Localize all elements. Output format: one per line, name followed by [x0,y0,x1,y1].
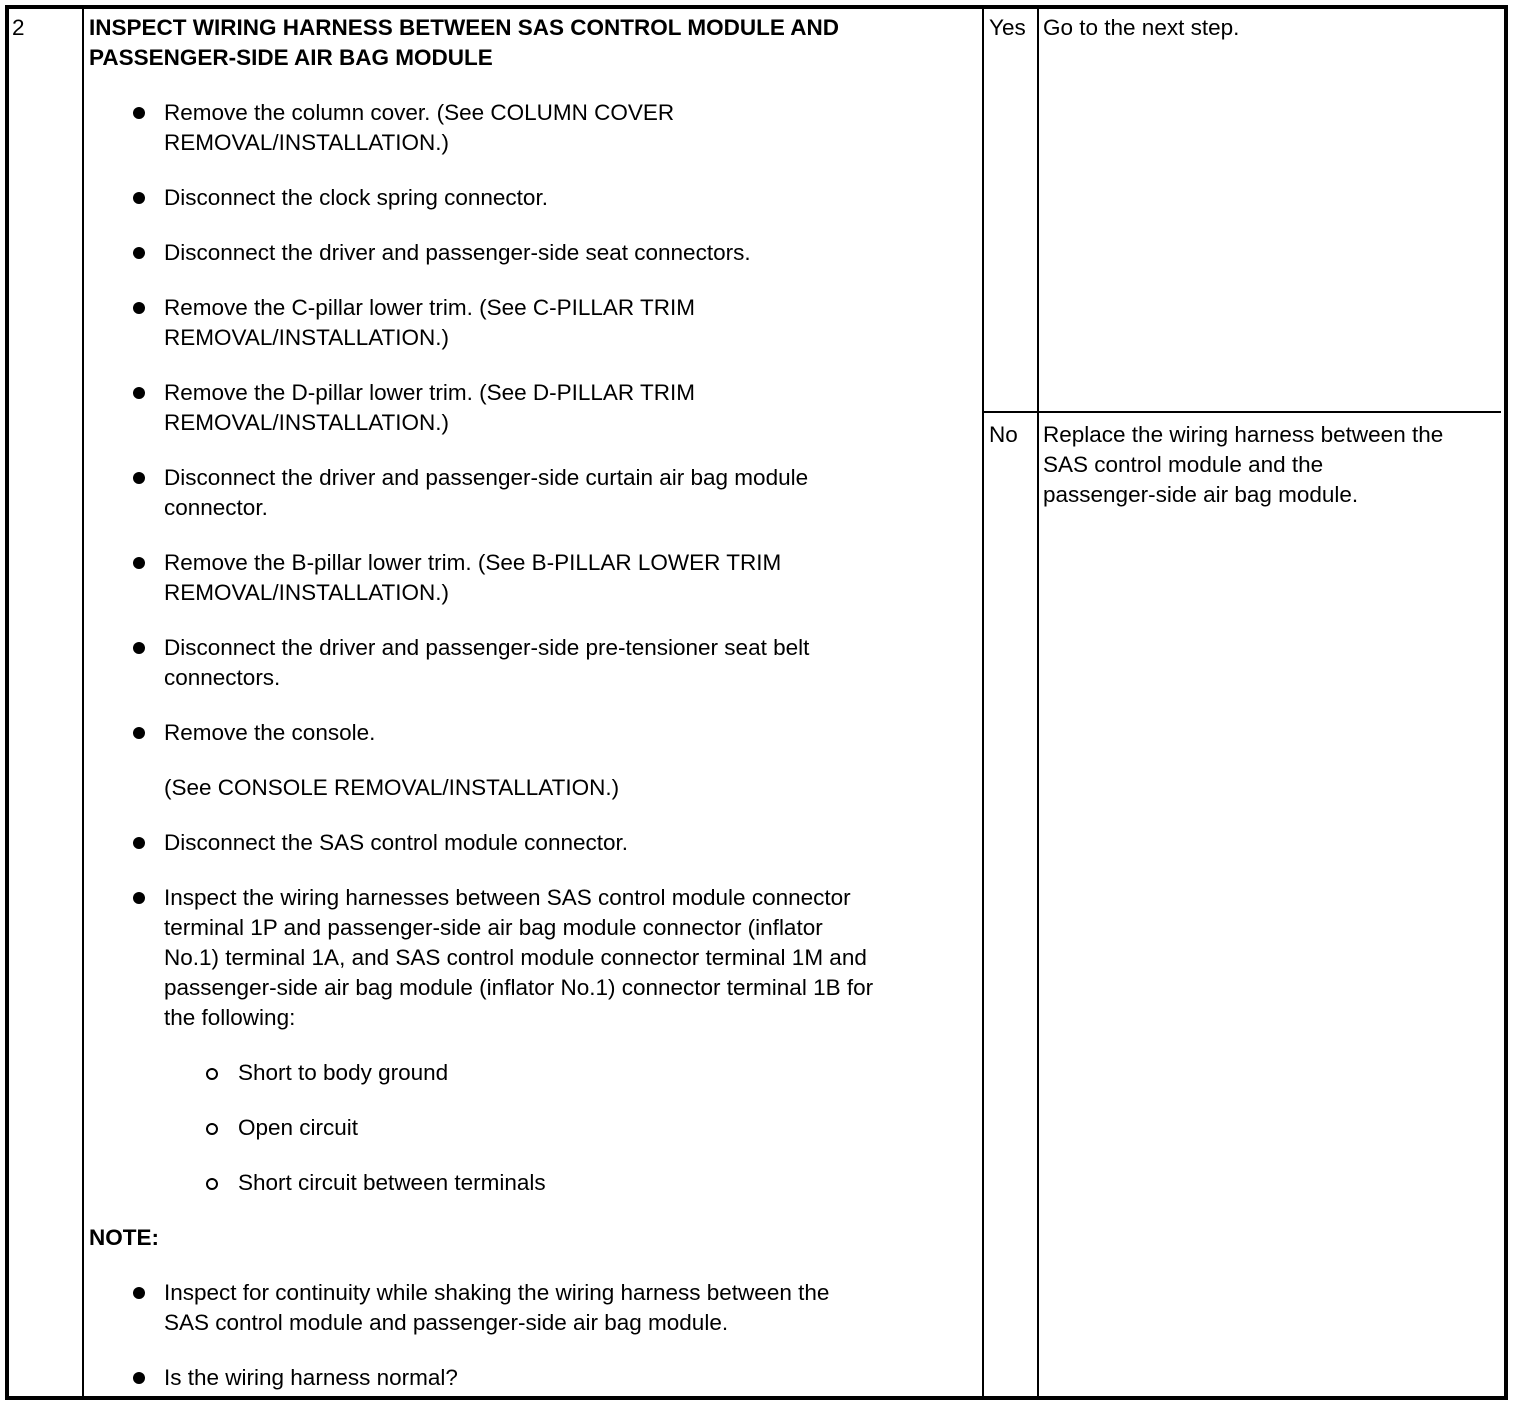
procedure-item-line: the following: [164,1005,296,1030]
bullet-icon [133,837,145,849]
column-divider [82,9,84,1396]
bullet-icon [133,727,145,739]
result-no-action: SAS control module and the [1043,452,1324,477]
procedure-item-line: Disconnect the clock spring connector. [164,185,548,210]
procedure-item-line: passenger-side air bag module (inflator No.1) connector terminal 1B for [164,975,874,1000]
bullet-icon [133,192,145,204]
procedure-item-line: Remove the B-pillar lower trim. (See B-PILLAR LOWER TRIM [164,550,782,575]
procedure-item-line: Remove the D-pillar lower trim. (See D-PILLAR TRIM [164,380,695,405]
procedure-item-line: Short circuit between terminals [238,1170,546,1195]
procedure-item-line: Inspect the wiring harnesses between SAS control module connector [164,885,851,910]
note-label: NOTE: [89,1225,159,1250]
sub-bullet-icon [206,1123,218,1135]
procedure-item-line: connector. [164,495,268,520]
result-yes-label: Yes [989,15,1026,40]
bullet-icon [133,1372,145,1384]
procedure-item-line: connectors. [164,665,281,690]
column-divider [982,9,984,1396]
procedure-item-line: Disconnect the driver and passenger-side pre-tensioner seat belt [164,635,810,660]
procedure-item-line: REMOVAL/INSTALLATION.) [164,410,450,435]
procedure-item-line: Disconnect the SAS control module connector. [164,830,629,855]
procedure-item-line: Open circuit [238,1115,359,1140]
procedure-item-line: Remove the column cover. (See COLUMN COVER [164,100,675,125]
bullet-icon [133,107,145,119]
procedure-item-line: Inspect for continuity while shaking the wiring harness between the [164,1280,830,1305]
step-title-line: PASSENGER-SIDE AIR BAG MODULE [89,45,493,70]
bullet-icon [133,247,145,259]
bullet-icon [133,302,145,314]
result-no-label: No [989,422,1018,447]
bullet-icon [133,387,145,399]
step-number: 2 [12,15,25,40]
result-no-action: Replace the wiring harness between the [1043,422,1444,447]
step-table [5,5,1508,1400]
procedure-item-line: Remove the C-pillar lower trim. (See C-PILLAR TRIM [164,295,695,320]
procedure-item-line: REMOVAL/INSTALLATION.) [164,130,450,155]
column-divider [1037,9,1039,1396]
bullet-icon [133,892,145,904]
procedure-item-line: No.1) terminal 1A, and SAS control module connector terminal 1M and [164,945,867,970]
procedure-item-line: REMOVAL/INSTALLATION.) [164,325,450,350]
row-divider [983,411,1501,413]
result-yes-action: Go to the next step. [1043,15,1240,40]
sub-bullet-icon [206,1178,218,1190]
procedure-item-line: SAS control module and passenger-side air bag module. [164,1310,729,1335]
procedure-item-line: terminal 1P and passenger-side air bag module connector (inflator [164,915,823,940]
bullet-icon [133,1287,145,1299]
procedure-item-line: Is the wiring harness normal? [164,1365,458,1390]
procedure-item-line: (See CONSOLE REMOVAL/INSTALLATION.) [164,775,620,800]
procedure-item-line: Disconnect the driver and passenger-side seat connectors. [164,240,751,265]
bullet-icon [133,472,145,484]
procedure-item-line: Short to body ground [238,1060,449,1085]
procedure-item-line: REMOVAL/INSTALLATION.) [164,580,450,605]
result-no-action: passenger-side air bag module. [1043,482,1359,507]
bullet-icon [133,557,145,569]
procedure-item-line: Remove the console. [164,720,376,745]
step-title-line: INSPECT WIRING HARNESS BETWEEN SAS CONTROL MODULE AND [89,15,840,40]
sub-bullet-icon [206,1068,218,1080]
bullet-icon [133,642,145,654]
procedure-item-line: Disconnect the driver and passenger-side curtain air bag module [164,465,809,490]
